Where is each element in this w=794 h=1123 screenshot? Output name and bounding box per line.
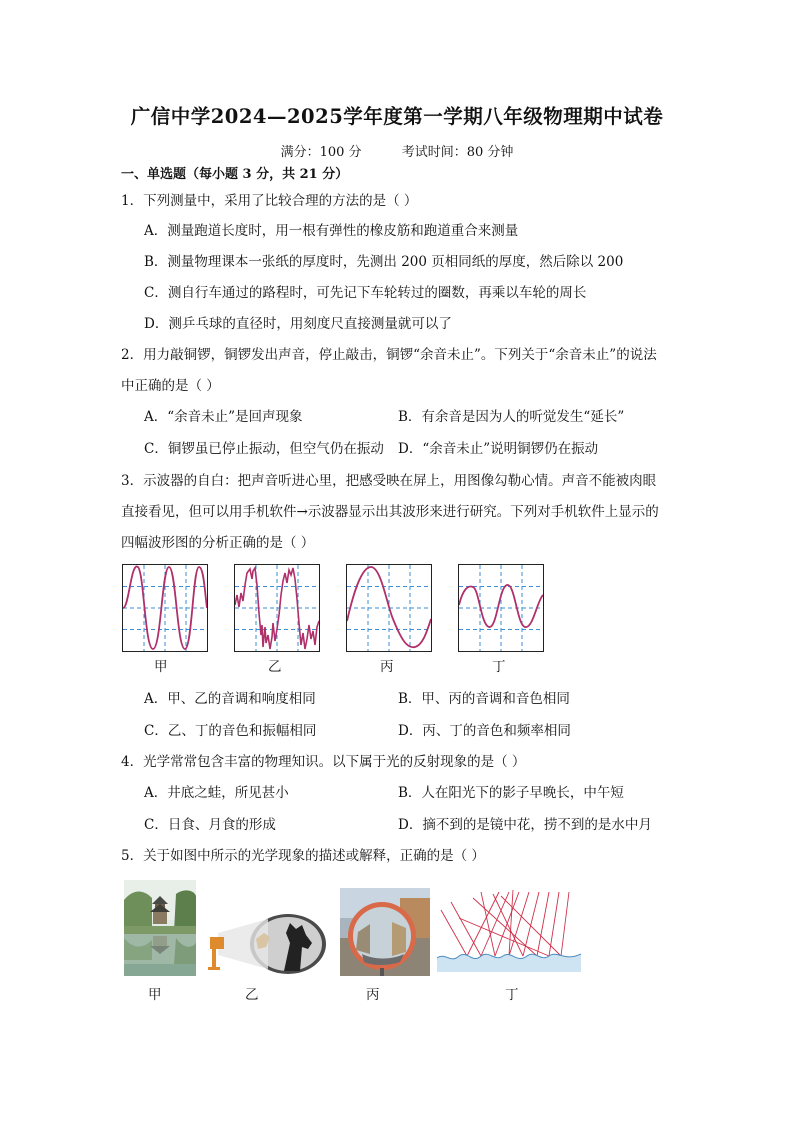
pic-label-bing: 丙: [366, 987, 380, 1003]
exam-title: 广信中学2024—2025学年度第一学期八年级物理期中试卷: [130, 105, 664, 128]
pavilion-reflection-image: [124, 880, 196, 976]
diffuse-reflection-graphic: [437, 888, 581, 972]
pavilion-scene: [124, 880, 196, 976]
q1-option-c: C．测自行车通过的路程时，可先记下车轮转过的圈数，再乘以车轮的周长: [144, 285, 587, 301]
pic-label-jia: 甲: [148, 987, 162, 1003]
waveform-bing-graphic: [347, 565, 431, 651]
q2-option-b: B．有余音是因为人的听觉发生“延长”: [398, 409, 625, 425]
wave-label-ding: 丁: [492, 659, 506, 675]
exam-time: 考试时间：80 分钟: [401, 145, 514, 160]
wave-label-bing: 丙: [380, 659, 394, 675]
waveform-ding-graphic: [459, 565, 543, 651]
waveform-yi: [234, 564, 320, 652]
q2-stem-line1: 2．用力敲铜锣，铜锣发出声音，停止敲击，铜锣“余音未止”。下列关于“余音未止”的说法: [121, 347, 657, 363]
exam-meta: [0, 141, 794, 160]
q5-stem: 5．关于如图中所示的光学现象的描述或解释，正确的是（ ）: [121, 848, 485, 864]
q3-option-c: C．乙、丁的音色和振幅相同: [144, 723, 317, 739]
q3-option-b: B．甲、丙的音调和音色相同: [398, 691, 570, 707]
q1-stem: 1．下列测量中，采用了比较合理的方法的是（ ）: [121, 193, 418, 209]
diffuse-reflection-diagram: [437, 888, 581, 972]
convex-mirror-scene: [340, 888, 430, 976]
waveform-jia: [122, 564, 208, 652]
q3-option-a: A．甲、乙的音调和响度相同: [144, 691, 316, 707]
q4-option-c: C．日食、月食的形成: [144, 817, 276, 833]
q2-option-a: A．“余音未止”是回声现象: [144, 409, 303, 425]
pic-label-ding: 丁: [505, 987, 519, 1003]
q2-option-d: D．“余音未止”说明铜锣仍在振动: [398, 441, 599, 457]
q4-option-d: D．摘不到的是镜中花，捞不到的是水中月: [398, 817, 652, 833]
q1-option-b: B．测量物理课本一张纸的厚度时，先测出 200 页相同纸的厚度，然后除以 200: [144, 254, 624, 270]
full-score: 满分：100 分: [280, 145, 362, 160]
waveform-yi-graphic: [235, 565, 319, 651]
q1-option-a: A．测量跑道长度时，用一根有弹性的橡皮筋和跑道重合来测量: [144, 223, 519, 239]
hand-shadow-scene: [204, 913, 326, 975]
q4-stem: 4．光学常常包含丰富的物理知识。以下属于光的反射现象的是（ ）: [121, 754, 526, 770]
waveform-bing: [346, 564, 432, 652]
q2-stem-line2: 中正确的是（ ）: [121, 378, 220, 394]
q4-option-b: B．人在阳光下的影子早晚长，中午短: [398, 785, 624, 801]
q3-stem-line3: 四幅波形图的分析正确的是（ ）: [121, 535, 315, 551]
q4-option-a: A．井底之蛙，所见甚小: [144, 785, 289, 801]
waveform-ding: [458, 564, 544, 652]
waveform-jia-graphic: [123, 565, 207, 651]
wave-label-jia: 甲: [154, 659, 168, 675]
convex-mirror-image: [340, 888, 430, 976]
section-heading: 一、单选题（每小题 3 分，共 21 分）: [121, 167, 349, 182]
q1-option-d: D．测乒乓球的直径时，用刻度尺直接测量就可以了: [144, 316, 452, 332]
pic-label-yi: 乙: [245, 987, 259, 1003]
q3-stem-line2: 直接看见，但可以用手机软件→示波器显示出其波形来进行研究。下列对手机软件上显示的: [121, 504, 659, 520]
q3-option-d: D．丙、丁的音色和频率相同: [398, 723, 571, 739]
hand-shadow-image: [204, 913, 326, 975]
wave-label-yi: 乙: [268, 659, 282, 675]
q3-stem-line1: 3．示波器的自白：把声音听进心里，把感受映在屏上，用图像勾勒心情。声音不能被肉眼: [121, 473, 657, 489]
q2-option-c: C．铜锣虽已停止振动，但空气仍在振动: [144, 441, 384, 457]
